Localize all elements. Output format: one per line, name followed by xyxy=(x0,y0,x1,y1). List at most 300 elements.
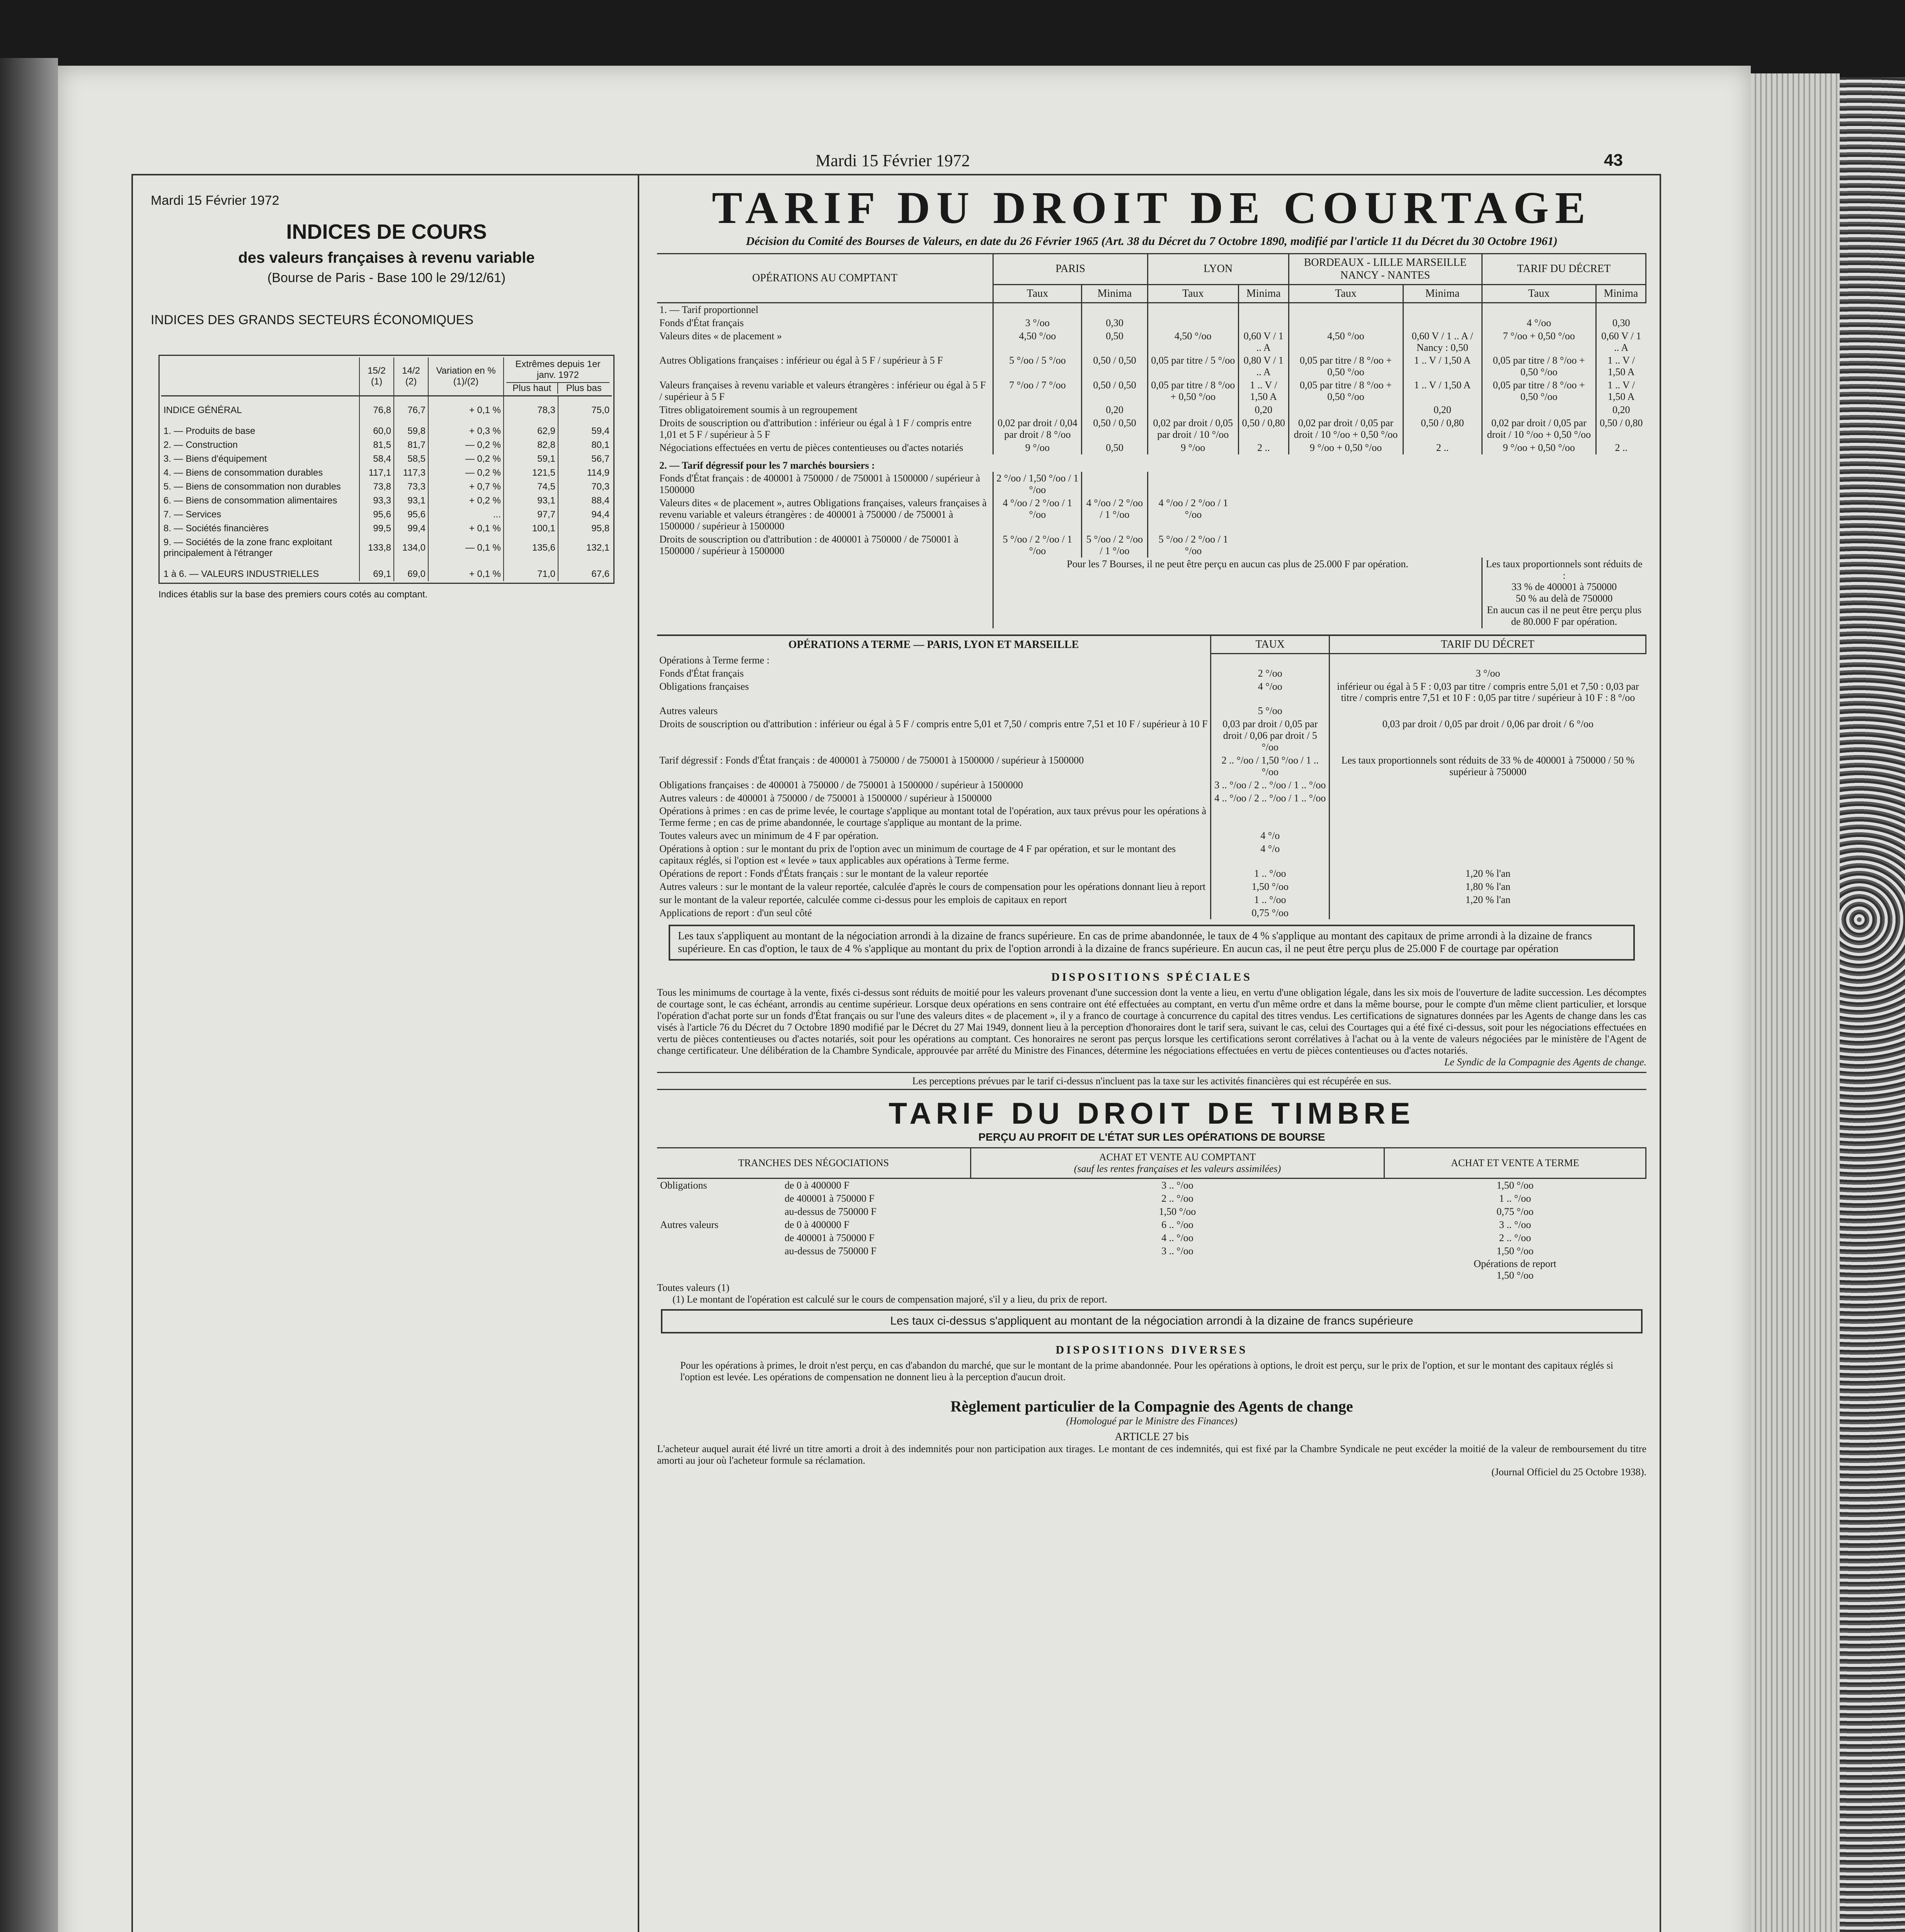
col-plus-bas: Plus bas xyxy=(557,383,609,394)
degressif-row-cell: Droits de souscription ou d'attribution : de 400001 à 750000 / de 750001 à 1500000 / supérieur à 1500000 xyxy=(659,533,958,556)
index-row-cell: 1. — Produits de base xyxy=(163,426,255,436)
comptant-row xyxy=(657,403,1646,417)
timbre-table xyxy=(657,1147,1646,1282)
timbre-toutes: Toutes valeurs (1) xyxy=(657,1282,730,1294)
comptant-row-cell: 0,02 par droit / 0,05 par droit / 10 °/oo xyxy=(1147,417,1238,441)
comptant-row-cell xyxy=(1147,403,1238,417)
bx-minima: Minima xyxy=(1403,284,1482,303)
timbre-row-cell xyxy=(657,1245,781,1258)
indices-title: INDICES DE COURS xyxy=(286,220,487,243)
indices-section-title: INDICES DES GRANDS SECTEURS ÉCONOMIQUES xyxy=(151,313,474,327)
index-row-cell: 59,4 xyxy=(558,417,612,438)
timbre-subtitle: PERÇU AU PROFIT DE L'ÉTAT SUR LES OPÉRATIONS DE BOURSE xyxy=(978,1131,1325,1143)
terme-row-cell: 1,80 % l'an xyxy=(1330,880,1646,893)
terme-row-cell: 1 .. °/oo xyxy=(1211,893,1330,906)
degressif-row-cell: 4 °/oo / 2 °/oo / 1 °/oo xyxy=(993,497,1082,533)
indices-note: Indices établis sur la base des premiers cours cotés au comptant. xyxy=(158,589,428,600)
comptant-row-cell: Droits de souscription ou d'attribution : inférieur ou égal à 1 F / compris entre 1,01 et 5 F / supérieur à 5 F xyxy=(659,417,972,440)
timbre-box: Les taux ci-dessus s'appliquent au montant de la négociation arrondi à la dizaine de francs supérieure xyxy=(661,1309,1643,1333)
lyon-minima: Minima xyxy=(1238,284,1289,303)
comptant-row-cell: 0,50 xyxy=(1082,330,1147,354)
running-header-date: Mardi 15 Février 1972 xyxy=(815,151,970,170)
terme-row-cell: 4 .. °/oo / 2 .. °/oo / 1 .. °/oo xyxy=(1211,792,1330,805)
comptant-row-cell: 0,02 par droit / 0,05 par droit / 10 °/oo + 0,50 °/oo xyxy=(1289,417,1403,441)
comptant-row-cell: 0,50 / 0,80 xyxy=(1596,417,1646,441)
index-row-cell: 95,8 xyxy=(558,522,612,536)
index-row-cell: 4. — Biens de consommation durables xyxy=(163,468,323,478)
index-row-cell: 71,0 xyxy=(504,560,558,581)
comptant-row-cell: 5 °/oo / 5 °/oo xyxy=(993,354,1082,379)
comptant-row-cell: 0,20 xyxy=(1238,403,1289,417)
comptant-row-cell: Valeurs françaises à revenu variable et valeurs étrangères : inférieur ou égal à 5 F / supérieur à 5 F xyxy=(659,379,986,403)
index-row-cell: 93,1 xyxy=(504,494,558,508)
terme-row xyxy=(657,829,1646,842)
timbre-row-cell xyxy=(657,1192,781,1205)
index-row-cell: + 0,1 % xyxy=(428,522,504,536)
degressif-row-cell: 2 °/oo / 1,50 °/oo / 1 °/oo xyxy=(993,472,1082,497)
index-row-cell: 81,5 xyxy=(359,438,394,452)
comptant-row-cell: 0,50 / 0,80 xyxy=(1238,417,1289,441)
terme-row xyxy=(657,792,1646,805)
timbre-row xyxy=(657,1218,1646,1231)
comptant-row-cell: 1 .. V / 1,50 A xyxy=(1596,379,1646,403)
indices-section xyxy=(151,193,622,600)
indices-base: (Bourse de Paris - Base 100 le 29/12/61) xyxy=(267,270,506,285)
speciales-title: DISPOSITIONS SPÉCIALES xyxy=(1051,970,1252,983)
comptant-row-cell xyxy=(1596,303,1646,316)
comptant-row-cell: 4,50 °/oo xyxy=(1289,330,1403,354)
degressif-row xyxy=(657,497,1646,533)
index-row-cell: 100,1 xyxy=(504,522,558,536)
timbre-row-cell: 1,50 °/oo xyxy=(1159,1206,1196,1217)
timbre-row-cell: au-dessus de 750000 F xyxy=(785,1245,877,1257)
index-row-cell: + 0,1 % xyxy=(428,560,504,581)
index-row xyxy=(161,417,612,438)
timbre-title: TARIF DU DROIT DE TIMBRE xyxy=(889,1096,1415,1131)
degressif-row-cell: 5 °/oo / 2 °/oo / 1 °/oo xyxy=(1082,533,1147,558)
index-row-cell: 99,4 xyxy=(394,522,428,536)
comptant-row-cell xyxy=(1147,316,1238,330)
terme-row-cell: Autres valeurs : de 400001 à 750000 / de 750001 à 1500000 / supérieur à 1500000 xyxy=(659,792,992,804)
terme-row-cell: 2 °/oo xyxy=(1211,667,1330,680)
index-row-cell: 76,7 xyxy=(394,396,428,418)
comptant-row-cell: 0,20 xyxy=(1596,403,1646,417)
index-row-cell: — 0,2 % xyxy=(428,438,504,452)
comptant-row-cell: 0,50 / 0,50 xyxy=(1082,379,1147,403)
timbre-row-cell: 1,50 °/oo xyxy=(1496,1180,1534,1191)
index-row-cell: 95,6 xyxy=(394,508,428,522)
terme-row-cell xyxy=(1211,654,1330,667)
tranches-header: TRANCHES DES NÉGOCIATIONS xyxy=(657,1148,970,1179)
index-row-cell: — 0,2 % xyxy=(428,452,504,466)
comptant-row-cell: 0,60 V / 1 .. A xyxy=(1238,330,1289,354)
comptant-row-cell: 7 °/oo + 0,50 °/oo xyxy=(1482,330,1596,354)
terme-row-cell: 0,75 °/oo xyxy=(1211,906,1330,920)
decret-note-3: 50 % au delà de 750000 xyxy=(1515,593,1613,604)
decret-taux: Taux xyxy=(1482,284,1596,303)
tariffs-column xyxy=(657,182,1646,1478)
index-row xyxy=(161,536,612,560)
timbre-row xyxy=(657,1245,1646,1258)
timbre-row-cell: 2 .. °/oo xyxy=(1161,1192,1193,1204)
terme-header: ACHAT ET VENTE A TERME xyxy=(1384,1148,1646,1179)
index-row-cell: 59,8 xyxy=(394,417,428,438)
comptant-row-cell: 0,05 par titre / 8 °/oo + 0,50 °/oo xyxy=(1289,379,1403,403)
marbled-edge xyxy=(1840,77,1905,1932)
comptant-row-cell: 4 °/oo xyxy=(1482,316,1596,330)
terme-row-cell xyxy=(1330,842,1646,867)
index-row-cell: 78,3 xyxy=(504,396,558,418)
index-row-cell: — 0,1 % xyxy=(428,536,504,560)
terme-row xyxy=(657,880,1646,893)
decret-note-2: 33 % de 400001 à 750000 xyxy=(1511,581,1617,593)
terme-row-cell: 4 °/o xyxy=(1211,829,1330,842)
courtage-decision: Décision du Comité des Bourses de Valeurs, en date du 26 Février 1965 (Art. 38 du Décret du 7 Octobre 1890, modifié par l'article 11 du Décret du 30 Octobre 1961) xyxy=(746,234,1558,248)
comptant-row-cell: 0,02 par droit / 0,05 par droit / 10 °/oo + 0,50 °/oo xyxy=(1482,417,1596,441)
timbre-row-cell: au-dessus de 750000 F xyxy=(785,1206,877,1217)
index-row-cell: INDICE GÉNÉRAL xyxy=(163,405,242,415)
timbre-row-cell: 3 .. °/oo xyxy=(1499,1219,1531,1230)
index-row-cell: 133,8 xyxy=(359,536,394,560)
terme-row-cell: Droits de souscription ou d'attribution : inférieur ou égal à 5 F / compris entre 5,01 et 7,50 / compris entre 7,51 et 10 F / supérieur à 10 F xyxy=(659,718,1208,730)
comptant-row-cell xyxy=(1403,316,1482,330)
timbre-row-cell: 4 .. °/oo xyxy=(1161,1232,1193,1243)
comptant-row-cell: 0,05 par titre / 8 °/oo + 0,50 °/oo xyxy=(1147,379,1238,403)
terme-row-cell: Tarif dégressif : Fonds d'État français : de 400001 à 750000 / de 750001 à 1500000 / supérieur à 1500000 xyxy=(659,754,1084,766)
terme-row-cell: 1 .. °/oo xyxy=(1211,867,1330,880)
col-extremes-label: Extrêmes depuis 1er janv. 1972 xyxy=(515,359,601,380)
index-row-cell: 5. — Biens de consommation non durables xyxy=(163,481,341,492)
timbre-row xyxy=(657,1192,1646,1205)
index-row-cell: 99,5 xyxy=(359,522,394,536)
column-separator xyxy=(638,174,639,1932)
comptant-row-cell: 1. — Tarif proportionnel xyxy=(659,304,759,315)
index-row-cell: 67,6 xyxy=(558,560,612,581)
degressif-row-cell xyxy=(1147,472,1238,497)
diverses-title: DISPOSITIONS DIVERSES xyxy=(1055,1343,1248,1356)
index-row-cell: 135,6 xyxy=(504,536,558,560)
index-row-cell: 73,8 xyxy=(359,480,394,494)
index-row-cell: 62,9 xyxy=(504,417,558,438)
index-row xyxy=(161,522,612,536)
degressif-row xyxy=(657,533,1646,558)
index-row-cell: 97,7 xyxy=(504,508,558,522)
comptant-header-label: ACHAT ET VENTE AU COMPTANT xyxy=(1099,1151,1256,1163)
indices-subtitle: des valeurs françaises à revenu variable xyxy=(238,249,535,266)
decret-notes xyxy=(1482,558,1646,628)
speciales-footnote: Les perceptions prévues par le tarif ci-dessus n'incluent pas la taxe sur les activités financières qui est récupérée en sus. xyxy=(657,1072,1646,1090)
index-row-cell: 59,1 xyxy=(504,452,558,466)
reglement-text: L'acheteur auquel aurait été livré un titre amorti a droit à des indemnités pour non participation aux tirages. Le montant de ces indemnités, qui est fixé par la Chambre Syndicale ne peut excéder la moitié de la valeur de remboursement du titre amorti au jour où l'acheteur formule sa réclamation. xyxy=(657,1443,1646,1466)
timbre-row-cell: de 0 à 400000 F xyxy=(785,1219,850,1230)
comptant-row-cell: 2 .. xyxy=(1403,441,1482,454)
comptant-row-cell xyxy=(1147,303,1238,316)
terme-row-cell xyxy=(1211,804,1330,829)
col-14-2: 14/2 (2) xyxy=(394,357,428,396)
terme-row-cell: inférieur ou égal à 5 F : 0,03 par titre / compris entre 5,01 et 7,50 : 0,03 par titre / compris entre 7,51 et 10 F : 0,05 par titre / supérieur à 10 F : 8 °/oo xyxy=(1330,680,1646,705)
terme-row-cell: 4 °/oo xyxy=(1211,680,1330,705)
reglement-subtitle: (Homologué par le Ministre des Finances) xyxy=(1066,1415,1238,1427)
comptant-header-note: (sauf les rentes françaises et les valeurs assimilées) xyxy=(1074,1163,1281,1175)
terme-row-cell: Applications de report : d'un seul côté xyxy=(659,907,812,918)
comptant-row-cell: 0,60 V / 1 .. A xyxy=(1596,330,1646,354)
comptant-row-cell: 0,50 / 0,50 xyxy=(1082,354,1147,379)
terme-row xyxy=(657,804,1646,829)
timbre-row-cell: de 400001 à 750000 F xyxy=(785,1232,875,1243)
page-number: 43 xyxy=(1604,151,1623,170)
timbre-row xyxy=(657,1179,1646,1192)
timbre-row-cell: de 0 à 400000 F xyxy=(785,1180,850,1191)
comptant-row-cell: 4,50 °/oo xyxy=(993,330,1082,354)
index-row-cell: 73,3 xyxy=(394,480,428,494)
comptant-row-cell: Titres obligatoirement soumis à un regroupement xyxy=(659,404,858,416)
bordeaux-header: BORDEAUX - LILLE MARSEILLE NANCY - NANTES xyxy=(1289,254,1482,284)
comptant-row xyxy=(657,417,1646,441)
index-row-cell: 93,1 xyxy=(394,494,428,508)
degressif-row-cell xyxy=(1082,472,1147,497)
diverses-text: Pour les opérations à primes, le droit n'est perçu, en cas d'abandon du marché, que sur le montant de la prime abandonnée. Pour les opérations à options, le droit est perçu, sur le prix de l'option, et sur le montant des capitaux réglés si l'option est levée. Les opérations de compensation ne donnent lieu à la perception d'aucun droit. xyxy=(680,1360,1614,1383)
comptant-row-cell xyxy=(1238,303,1289,316)
indices-table-frame xyxy=(158,355,615,584)
timbre-row-cell xyxy=(657,1205,781,1218)
bx-taux: Taux xyxy=(1289,284,1403,303)
ops-comptant-header: OPÉRATIONS AU COMPTANT xyxy=(657,254,993,303)
index-row-cell: + 0,7 % xyxy=(428,480,504,494)
terme-row-cell xyxy=(1330,792,1646,805)
terme-title: OPÉRATIONS A TERME — PARIS, LYON ET MARSEILLE xyxy=(788,638,1079,651)
degressif-note: Pour les 7 Bourses, il ne peut être perçu en aucun cas plus de 25.000 F par opération. xyxy=(993,558,1482,628)
comptant-row-cell: 4,50 °/oo xyxy=(1147,330,1238,354)
timbre-row-cell: Obligations xyxy=(660,1180,707,1191)
comptant-row-cell xyxy=(993,303,1082,316)
timbre-row-cell: 6 .. °/oo xyxy=(1161,1219,1193,1230)
index-row-cell: 81,7 xyxy=(394,438,428,452)
terme-row xyxy=(657,754,1646,779)
index-row-cell: 95,6 xyxy=(359,508,394,522)
index-row-cell: 9. — Sociétés de la zone franc exploitant principalement à l'étranger xyxy=(163,537,332,558)
index-row-cell: 82,8 xyxy=(504,438,558,452)
col-15-2: 15/2 (1) xyxy=(359,357,394,396)
terme-row xyxy=(657,667,1646,680)
terme-row xyxy=(657,779,1646,792)
report-cell xyxy=(1384,1257,1646,1282)
terme-row-cell: 3 °/oo xyxy=(1330,667,1646,680)
col-variation: Variation en % (1)/(2) xyxy=(428,357,504,396)
index-row-cell: 94,4 xyxy=(558,508,612,522)
comptant-header xyxy=(970,1148,1384,1179)
comptant-row-cell: Valeurs dites « de placement » xyxy=(659,330,782,342)
terme-row-cell: Obligations françaises : de 400001 à 750000 / de 750001 à 1500000 / supérieur à 1500000 xyxy=(659,779,1023,791)
index-row-cell: 58,5 xyxy=(394,452,428,466)
terme-row-cell xyxy=(1330,804,1646,829)
terme-row-cell: Obligations françaises xyxy=(659,680,749,692)
timbre-row-cell: 3 .. °/oo xyxy=(1161,1180,1193,1191)
index-row-cell: ... xyxy=(428,508,504,522)
comptant-row-cell: 0,60 V / 1 .. A / Nancy : 0,50 xyxy=(1403,330,1482,354)
timbre-row-cell xyxy=(657,1231,781,1245)
decret-header: TARIF DU DÉCRET xyxy=(1482,254,1646,284)
index-row-cell: 1 à 6. — VALEURS INDUSTRIELLES xyxy=(163,569,319,579)
comptant-row-cell xyxy=(1289,303,1403,316)
comptant-row-cell xyxy=(1082,303,1147,316)
decret-note-4: En aucun cas il ne peut être perçu plus de 80.000 F par opération. xyxy=(1487,604,1642,628)
terme-row-cell xyxy=(1330,704,1646,718)
degressif-row xyxy=(657,472,1646,497)
terme-row-cell xyxy=(1330,654,1646,667)
terme-box: Les taux s'appliquent au montant de la négociation arrondi à la dizaine de francs supérieure. En cas de prime abandonnée, le taux de 4 % s'applique au montant des capitaux de prime arrondi à la dizaine de francs supérieure. En cas d'option, le taux de 4 % s'applique au montant du prix de l'option arrondi à la dizaine de francs supérieure. En aucun cas, il ne peut être perçu plus de 25.000 F de courtage par opération xyxy=(669,925,1635,960)
comptant-row-cell xyxy=(1238,316,1289,330)
comptant-row xyxy=(657,330,1646,354)
index-row-cell: + 0,2 % xyxy=(428,494,504,508)
terme-row-cell: 1,20 % l'an xyxy=(1330,867,1646,880)
index-row xyxy=(161,494,612,508)
degressif-title: 2. — Tarif dégressif pour les 7 marchés boursiers : xyxy=(659,459,875,471)
comptant-row-cell: 0,05 par titre / 8 °/oo + 0,50 °/oo xyxy=(1482,354,1596,379)
reglement-source: (Journal Officiel du 25 Octobre 1938). xyxy=(1491,1466,1646,1478)
comptant-row-cell: 0,30 xyxy=(1596,316,1646,330)
comptant-row-cell: 1 .. V / 1,50 A xyxy=(1596,354,1646,379)
index-row-cell: 8. — Sociétés financières xyxy=(163,523,269,534)
terme-row-cell: Autres valeurs : sur le montant de la valeur reportée, calculée d'après le cours de compensation pour les opérations donnant lieu à report xyxy=(659,881,1206,892)
decret-minima: Minima xyxy=(1596,284,1646,303)
reglement-article: ARTICLE 27 bis xyxy=(1115,1430,1189,1443)
terme-row xyxy=(657,867,1646,880)
terme-row-cell xyxy=(1330,906,1646,920)
index-row-cell: 117,3 xyxy=(394,466,428,480)
terme-row xyxy=(657,842,1646,867)
index-row-cell: 7. — Services xyxy=(163,509,221,520)
comptant-row-cell xyxy=(1403,303,1482,316)
timbre-row-cell: de 400001 à 750000 F xyxy=(785,1192,875,1204)
timbre-row-cell: 0,75 °/oo xyxy=(1496,1206,1534,1217)
comptant-row-cell: 0,20 xyxy=(1403,403,1482,417)
comptant-row xyxy=(657,441,1646,454)
comptant-row xyxy=(657,303,1646,316)
index-row xyxy=(161,396,612,418)
comptant-row-cell xyxy=(1482,303,1596,316)
terme-row-cell: 1,20 % l'an xyxy=(1330,893,1646,906)
terme-row-cell: Opérations à Terme ferme : xyxy=(659,654,770,666)
terme-row xyxy=(657,893,1646,906)
courtage-title: TARIF DU DROIT DE COURTAGE xyxy=(712,182,1592,233)
terme-row-cell xyxy=(1330,829,1646,842)
index-row-cell: 2. — Construction xyxy=(163,440,238,450)
speciales-signature: Le Syndic de la Compagnie des Agents de change. xyxy=(1444,1056,1646,1068)
comptant-row-cell: 9 °/oo xyxy=(993,441,1082,454)
terme-row-cell: 2 .. °/oo / 1,50 °/oo / 1 .. °/oo xyxy=(1211,754,1330,779)
terme-row xyxy=(657,654,1646,667)
comptant-row-cell: 2 .. xyxy=(1596,441,1646,454)
index-row-cell: + 0,1 % xyxy=(428,396,504,418)
col-plus-haut: Plus haut xyxy=(512,383,552,393)
index-row-cell: 70,3 xyxy=(558,480,612,494)
terme-row-cell: 1,50 °/oo xyxy=(1211,880,1330,893)
terme-row-cell: 4 °/o xyxy=(1211,842,1330,867)
index-row-cell: 134,0 xyxy=(394,536,428,560)
book-binding xyxy=(0,58,58,1932)
terme-row xyxy=(657,906,1646,920)
index-row-cell: 58,4 xyxy=(359,452,394,466)
terme-row-cell: Les taux proportionnels sont réduits de 33 % de 400001 à 750000 / 50 % supérieur à 750000 xyxy=(1330,754,1646,779)
comptant-row-cell: 0,20 xyxy=(1082,403,1147,417)
lyon-taux: Taux xyxy=(1147,284,1238,303)
comptant-row-cell: Fonds d'État français xyxy=(659,317,744,328)
timbre-row-cell: 3 .. °/oo xyxy=(1161,1245,1193,1257)
paris-minima: Minima xyxy=(1082,284,1147,303)
index-row-cell: 75,0 xyxy=(558,396,612,418)
indices-date: Mardi 15 Février 1972 xyxy=(151,193,279,208)
comptant-row-cell xyxy=(1289,316,1403,330)
degressif-row-cell: 5 °/oo / 2 °/oo / 1 °/oo xyxy=(993,533,1082,558)
comptant-row-cell: 0,02 par droit / 0,04 par droit / 8 °/oo xyxy=(993,417,1082,441)
timbre-row xyxy=(657,1205,1646,1218)
terme-row-cell: Fonds d'État français xyxy=(659,667,744,679)
index-row-cell: 93,3 xyxy=(359,494,394,508)
timbre-row-cell: Autres valeurs xyxy=(660,1219,718,1230)
comptant-row-cell: 0,50 / 0,50 xyxy=(1082,417,1147,441)
comptant-row-cell: 1 .. V / 1,50 A xyxy=(1238,379,1289,403)
comptant-row-cell: 0,30 xyxy=(1082,316,1147,330)
timbre-row-cell: 1 .. °/oo xyxy=(1499,1192,1531,1204)
comptant-row-cell: Autres Obligations françaises : inférieur ou égal à 5 F / supérieur à 5 F xyxy=(659,355,943,366)
terme-table xyxy=(657,634,1646,919)
comptant-row-cell xyxy=(993,403,1082,417)
index-row xyxy=(161,466,612,480)
terme-row xyxy=(657,704,1646,718)
courtage-comptant-table xyxy=(657,253,1646,628)
comptant-row-cell: 1 .. V / 1,50 A xyxy=(1403,379,1482,403)
comptant-row-cell xyxy=(1289,403,1403,417)
paris-header: PARIS xyxy=(993,254,1147,284)
degressif-row-cell: Valeurs dites « de placement », autres Obligations françaises, valeurs françaises à revenu variable et valeurs étrangères : de 400001 à 750000 / de 750001 à 1500000 / supérieur à 1500000 xyxy=(659,497,987,532)
terme-taux-header: TAUX xyxy=(1211,635,1330,654)
index-row-cell: 114,9 xyxy=(558,466,612,480)
terme-row-cell: Opérations de report : Fonds d'États français : sur le montant de la valeur reportée xyxy=(659,867,988,879)
index-row-cell: 80,1 xyxy=(558,438,612,452)
comptant-row-cell: 9 °/oo + 0,50 °/oo xyxy=(1289,441,1403,454)
index-row-cell: 117,1 xyxy=(359,466,394,480)
index-row xyxy=(161,480,612,494)
comptant-row-cell: 0,05 par titre / 8 °/oo + 0,50 °/oo xyxy=(1482,379,1596,403)
degressif-row-cell: 4 °/oo / 2 °/oo / 1 °/oo xyxy=(1082,497,1147,533)
report-label: Opérations de report xyxy=(1474,1258,1556,1270)
index-row-cell: 88,4 xyxy=(558,494,612,508)
index-row-cell: 69,1 xyxy=(359,560,394,581)
report-value: 1,50 °/oo xyxy=(1496,1270,1534,1281)
index-row-cell: + 0,3 % xyxy=(428,417,504,438)
index-row xyxy=(161,508,612,522)
degressif-row-cell: Fonds d'État français : de 400001 à 750000 / de 750001 à 1500000 / supérieur à 1500000 xyxy=(659,473,981,496)
comptant-row-cell: 1 .. V / 1,50 A xyxy=(1403,354,1482,379)
comptant-row-cell: 0,50 / 0,80 xyxy=(1403,417,1482,441)
reglement-title: Règlement particulier de la Compagnie des Agents de change xyxy=(950,1397,1353,1415)
page-edges xyxy=(1751,73,1840,1932)
comptant-row-cell: 0,05 par titre / 8 °/oo + 0,50 °/oo xyxy=(1289,354,1403,379)
speciales-text: Tous les minimums de courtage à la vente, fixés ci-dessus sont réduits de moitié pour les valeurs provenant d'une succession dont la vente a lieu, en vertu d'une obligation légale, dans les six mois de l'ouverture de ladite succession. Les décomptes de courtage sont, le cas échéant, arrondis au centime supérieur. Lorsque deux opérations en sens contraire ont été effectuées au comptant, en vertu d'un même ordre et dans la même bourse, pour le compte d'un même client particulier, et lorsque l'opération d'achat porte sur un fonds d'État français ou sur l'une des valeurs dites « de placement », il y a franco de courtage à concurrence du capital des titres vendus. Les certifications de signatures données par les Agents de change dans les cas visés à l'article 76 du Décret du 7 Octobre 1890 modifié par le Décret du 27 Mai 1949, donnent lieu à la perception d'honoraires dont le tarif sera, suivant le cas, celui des Courtages qui a été fixé ci-dessus, soit pour les négociations effectuées en vertu de pièces contentieuses ou d'actes notariés, soit pour les opérations au comptant. Ces honoraires ne seront pas perçus lorsque les certifications seront corrélatives à l'achat ou à la vente de valeurs négociées par le ministère de l'Agent de change certificateur. Une délibération de la Chambre Syndicale, approuvée par arrêté du Ministre des Finances, détermine les négociations effectuées en vertu de pièces contentieuses ou d'actes notariés. xyxy=(657,987,1646,1056)
terme-row-cell: sur le montant de la valeur reportée, calculée comme ci-dessus pour les emplois de capitaux en report xyxy=(659,894,1067,905)
paris-taux: Taux xyxy=(993,284,1082,303)
terme-row-cell: Autres valeurs xyxy=(659,705,718,717)
comptant-row-cell: 2 .. xyxy=(1238,441,1289,454)
index-row xyxy=(161,438,612,452)
degressif-row-cell: 5 °/oo / 2 °/oo / 1 °/oo xyxy=(1147,533,1238,558)
comptant-row-cell: 7 °/oo / 7 °/oo xyxy=(993,379,1082,403)
index-row-cell: 74,5 xyxy=(504,480,558,494)
timbre-row-cell: 1,50 °/oo xyxy=(1496,1245,1534,1257)
comptant-row xyxy=(657,316,1646,330)
index-row-cell: — 0,2 % xyxy=(428,466,504,480)
comptant-row-cell: Négociations effectuées en vertu de pièces contentieuses ou d'actes notariés xyxy=(659,442,964,453)
